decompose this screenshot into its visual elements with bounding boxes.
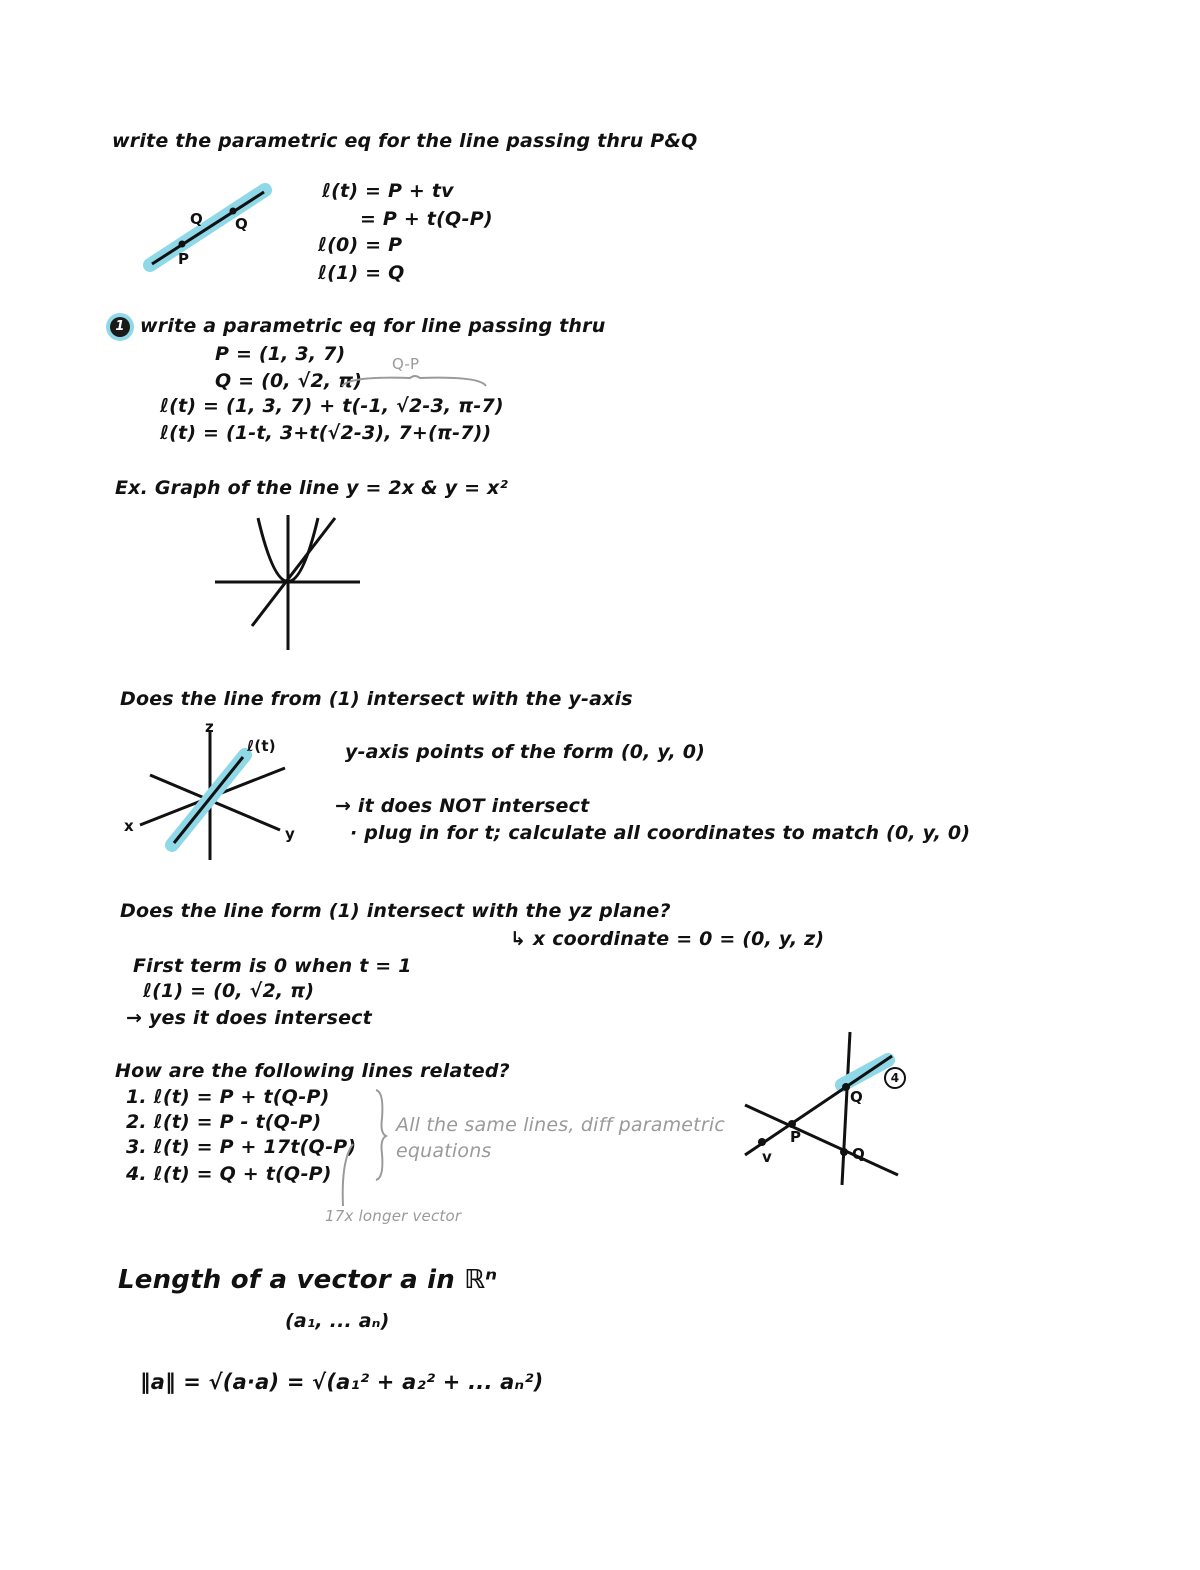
section2-heading-text: write a parametric eq for line passing thru [140, 315, 606, 337]
brace-icon [340, 372, 490, 392]
param-eq-2: ℓ(t) = (1-t, 3+t(√2-3), 7+(π-7)) [160, 422, 492, 444]
section3-heading: Ex. Graph of the line y = 2x & y = x² [115, 477, 509, 499]
3d-axes-sketch [120, 720, 310, 865]
l1-value: ℓ(1) = (0, √2, π) [143, 980, 315, 1002]
point-p: P = (1, 3, 7) [215, 343, 346, 365]
line-item-4: 4. ℓ(t) = Q + t(Q-P) [126, 1163, 332, 1185]
circled-number-icon [878, 1067, 912, 1089]
label-q-top: Q [190, 210, 203, 228]
equations-note: equations [396, 1140, 492, 1162]
section7-heading: Length of a vector a in ℝⁿ [118, 1265, 498, 1295]
eq-line4: ℓ(1) = Q [318, 262, 405, 284]
arrow-icon [335, 1140, 365, 1210]
section6-heading: How are the following lines related? [115, 1060, 510, 1082]
plug-in-note: · plug in for t; calculate all coordinates to match (0, y, 0) [350, 822, 971, 844]
line-item-2: 2. ℓ(t) = P - t(Q-P) [126, 1111, 322, 1133]
line-label: ℓ(t) [247, 737, 276, 755]
section1-heading: write the parametric eq for the line passing thru P&Q [112, 130, 698, 152]
line-item-1: 1. ℓ(t) = P + t(Q-P) [126, 1086, 330, 1108]
label-q: Q [235, 215, 248, 233]
axis-y-label: y [285, 825, 295, 843]
eq-line1: ℓ(t) = P + tv [322, 180, 454, 202]
line-pq-sketch [140, 180, 280, 280]
axis-x-label: x [124, 817, 134, 835]
param-eq-1: ℓ(t) = (1, 3, 7) + t(-1, √2-3, π-7) [160, 395, 504, 417]
sketch-label-v: v [762, 1148, 772, 1166]
first-term-note: First term is 0 when t = 1 [133, 955, 412, 977]
section2-heading [110, 315, 605, 337]
y-axis-form: y-axis points of the form (0, y, 0) [345, 741, 706, 763]
same-lines-note: All the same lines, diff parametric [396, 1114, 725, 1136]
line-item-3: 3. ℓ(t) = P + 17t(Q-P) [126, 1136, 357, 1158]
lines-sketch [740, 1030, 910, 1190]
longer-vector-note: 17x longer vector [325, 1207, 462, 1225]
eq-line2: = P + t(Q-P) [360, 208, 493, 230]
vector-components: (a₁, ... aₙ) [285, 1310, 390, 1332]
sketch-label-p: P [790, 1128, 802, 1146]
section5-heading: Does the line form (1) intersect with the yz plane? [120, 900, 671, 922]
length-formula: ‖a‖ = √(a·a) = √(a₁² + a₂² + ... aₙ²) [140, 1370, 544, 1394]
axis-z-label: z [205, 718, 214, 736]
x-coordinate-note: ↳ x coordinate = 0 = (0, y, z) [510, 928, 825, 950]
sketch-label-q2: Q [852, 1145, 865, 1163]
point-q: Q = (0, √2, π) [215, 370, 363, 392]
section4-heading: Does the line from (1) intersect with the y-axis [120, 688, 633, 710]
no-intersect: → it does NOT intersect [335, 795, 590, 817]
yes-intersect: → yes it does intersect [126, 1007, 372, 1029]
graph-line-parabola [210, 510, 370, 655]
q-minus-p-note: Q-P [392, 355, 420, 373]
circled-number-text: 4 [884, 1067, 906, 1089]
label-p: P [178, 250, 190, 268]
sketch-label-q: Q [850, 1088, 863, 1106]
eq-line3: ℓ(0) = P [318, 234, 403, 256]
numbered-marker-icon: 1 [110, 317, 130, 337]
